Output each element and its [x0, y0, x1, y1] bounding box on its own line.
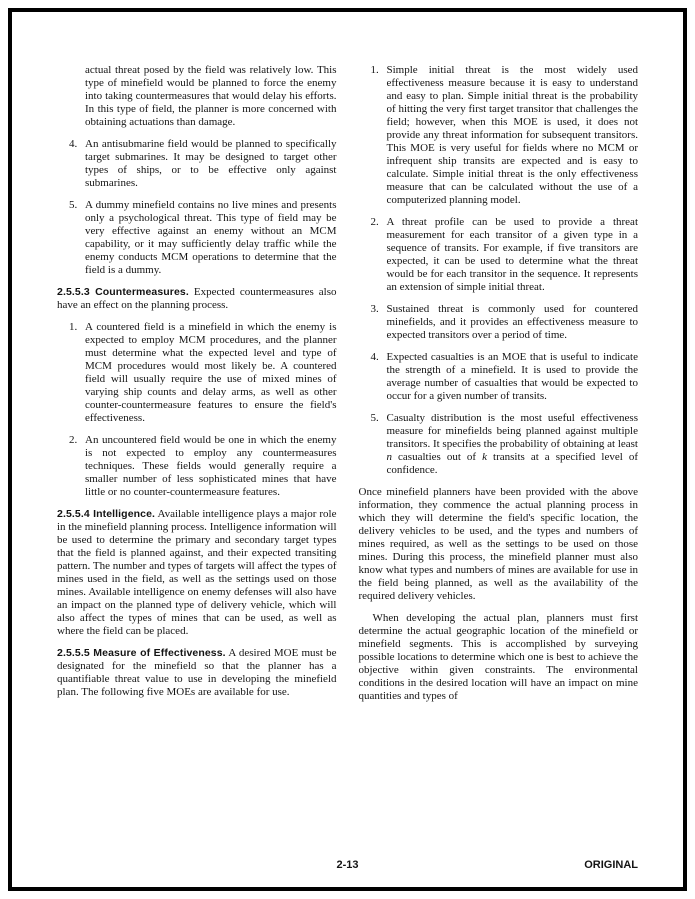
list-item	[371, 303, 639, 342]
section-heading: 2.5.5.5 Measure of Effectiveness.	[57, 647, 226, 659]
list-item	[69, 199, 337, 277]
section-text: Expected countermeasures also have an effect on the planning process.	[57, 286, 337, 311]
list-item	[371, 216, 639, 294]
item-number: 2.	[370, 216, 379, 228]
page-content	[57, 64, 638, 851]
page-footer	[57, 859, 638, 873]
list-item	[371, 351, 639, 403]
edition-label: ORIGINAL	[584, 859, 638, 871]
item-number: 5.	[69, 199, 78, 211]
item-text: Simple initial threat is the most widely used effectiveness measure because it is easy to understand and easy to plan. Simple initial threat is the probability of hitting the very first target transitor that challenges the field; however, when this MOE is used, it does not provide any threat information for subsequent transitors. This MOE is very useful for fields where no MCM or infrequent ship transits are expected and is easy to calculate. Simple initial threat is the only effectiveness measure that can be calculated without the use of a computerized planning model.	[386, 64, 638, 206]
item-text: Sustained threat is commonly used for countered minefields, and it provides an effectiveness measure to expected transitors over a period of time.	[386, 303, 638, 341]
item-text: An uncountered field would be one in which the enemy is not expected to employ any countermeasures techniques. These fields would generally require a smaller number of less sophisticated mines that have little or no counter-countermeasure features.	[85, 434, 337, 498]
list-item	[69, 138, 337, 190]
item-text: A countered field is a minefield in which the enemy is expected to employ MCM procedures, and the planner must determine what the expected level and type of MCM procedures would most likely be. A countered field will usually require the use of mixed mines of varying ship counts and delay arms, as well as other counter-countermeasure features to ensure the field's effectiveness.	[85, 321, 337, 424]
page-number: 2-13	[336, 859, 359, 871]
item-text: Expected casualties is an MOE that is useful to indicate the strength of a minefield. It is used to provide the average number of casualties that would be expected to occur for a given number of transits.	[386, 351, 638, 402]
section-heading: 2.5.5.4 Intelligence.	[57, 508, 156, 520]
section-2555	[57, 647, 337, 699]
item-number: 4.	[69, 138, 78, 150]
item-number: 1.	[69, 321, 78, 333]
item-text-post: transits at a specified level of confidence.	[386, 451, 638, 476]
item-number: 1.	[370, 64, 379, 76]
paragraph: Once minefield planners have been provided with the above information, they commence the actual planning process in which they will determine the field's specific location, the delivery vehicles to be used, and the types and numbers of mines required, as well as the settings to be used on those mines. During this process, the minefield planner must also know what types and numbers of mines are available for use in the field being planned, as well as the availability of the required delivery vehicles.	[358, 486, 638, 602]
item-text: An antisubmarine field would be planned to specifically target submarines. It may be designed to target other types of ships, or to be effective only against submarines.	[85, 138, 337, 189]
section-2554	[57, 508, 337, 638]
paragraph: When developing the actual plan, planners must first determine the actual geographic location of the minefield or minefield segments. This is accomplished by surveying possible locations to determine which one is best to achieve the objective within given constraints. The environmental conditions in the desired location will have an impact on mine quantities and types of	[358, 612, 638, 702]
item-number: 4.	[370, 351, 379, 363]
item-number: 3.	[370, 303, 379, 315]
section-text: A desired MOE must be designated for the minefield so that the planner has a quantifiable threat value to use in developing the minefield plan. The following five MOEs are available for use.	[57, 647, 337, 698]
section-heading: 2.5.5.3 Countermeasures.	[57, 286, 189, 298]
variable-k: k	[482, 451, 487, 463]
item-text-pre: Casualty distribution is the most useful effectiveness measure for minefields being planned against multiple transitors. It specifies the probability of obtaining at least	[386, 412, 638, 450]
list-item	[69, 321, 337, 425]
item-text-mid: casualties out of	[392, 451, 483, 463]
item-number: 2.	[69, 434, 78, 446]
item-number: 5.	[370, 412, 379, 424]
item-text: A threat profile can be used to provide a threat measurement for each transitor of a given type in a sequence of transits. For example, if five transitors are expected, it can be used to determine what the threat would be for each transitor in the sequence. It represents an extension of simple initial threat.	[386, 216, 638, 293]
item-text: A dummy minefield contains no live mines and presents only a psychological threat. This type of field may be very effective against an enemy without an MCM capability, or it may sufficiently delay traffic while the enemy conducts MCM operations to determine that the field is a dummy.	[85, 199, 337, 276]
item-text	[387, 412, 639, 477]
list-item	[371, 412, 639, 477]
variable-n: n	[386, 451, 392, 463]
list-item	[371, 64, 639, 207]
section-text: Available intelligence plays a major role in the minefield planning process. Intelligence information will be used to determine the primary and secondary target types that the field is planned against, and their expected transiting pattern. The number and types of targets will affect the types of mines used in the field, as well as the settings used on those mines. Available intelligence on enemy defenses will also have an impact on the planned type of delivery vehicle, which will also affect the types of mines that can be used, as well as where the field can be placed.	[57, 508, 337, 637]
left-column	[57, 64, 337, 851]
list-item	[69, 434, 337, 499]
right-column	[359, 64, 639, 851]
paragraph-continuation: actual threat posed by the field was relatively low. This type of minefield would be planned to force the enemy into taking countermeasures that would delay his efforts. In this type of field, the planner is more concerned with obtaining actuations than damage.	[85, 64, 337, 128]
section-2553	[57, 286, 337, 312]
